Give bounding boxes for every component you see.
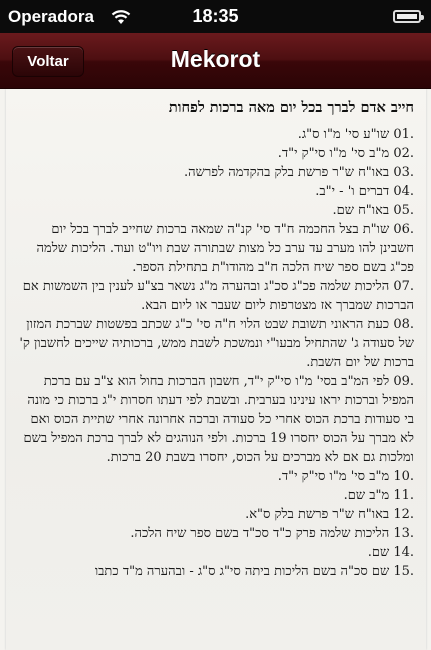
footnote-item [14,486,414,505]
back-button[interactable]: Voltar [12,46,84,77]
footnote-text: דברים ו' - י"ב. [315,184,390,199]
footnote-text: מ"ב סי' מ"ו סי"ק י"ד. [277,146,390,161]
status-bar [0,0,431,33]
footnote-text: הליכות שלמה פכ"ג סכ"ג ובהערה מ"ג נשאר בצ"ע לענין בין השמשות אם הברכות שמברך אז מצטרפות ליום שעבר או ליום הבא. [22,279,414,313]
navigation-bar [0,33,431,89]
footnote-number: 08. [393,317,414,332]
footnote-number: 15. [393,564,414,579]
footnote-item [14,125,414,144]
footnote-text: הליכות שלמה פרק כ"ד סכ"ד בשם ספר שיח הלכה. [130,526,390,541]
footnote-number: 04. [393,184,414,199]
battery-icon [393,10,421,23]
footnote-item [14,315,414,372]
footnote-text: שו"ת בצל החכמה ח"ד סי' קנ"ה שמאה ברכות שחייב לברך בכל יום חשבינן להו מערב עד ערב כל מצות שבתורה שבת ויו"ט ועוד. הליכות שלמה פכ"ג בשם ספר שיח הלכה ח"ב מהודו"ת בתחילת הספר. [36,222,414,275]
footnote-number: 06. [393,222,414,237]
page-title: Mekorot [170,46,261,72]
footnote-text: באו"ח ש"ר פרשת בלק בהקדמה לפרשה. [184,165,390,180]
footnote-list [6,117,426,581]
footnote-text: כעת הראוני תשובת שבט הלוי ח"ה סי' כ"ג שכתב בפשטות שברכת המזון של סעודה ג' שהתחיל מבעו"י ונמשכת לשבת ממש, ברכותיה שייכים לחשבון ק' ברכות של יום השבת. [19,317,414,370]
footnote-text: באו"ח שם. [332,203,390,218]
footnote-text: שו"ע סי' מ"ו ס"ג. [297,127,390,142]
footnote-item [14,144,414,163]
footnote-number: 14. [393,545,414,560]
footnote-number: 01. [393,127,414,142]
footnote-number: 05. [393,203,414,218]
footnote-text: מ"ב שם. [343,488,390,503]
footnote-number: 10. [393,469,414,484]
footnote-number: 02. [393,146,414,161]
footnote-number: 11. [393,488,414,503]
footnote-item [14,201,414,220]
carrier-name: Operadora [8,7,94,26]
footnote-item [14,467,414,486]
footnote-item [14,562,414,581]
footnote-item [14,524,414,543]
footnote-number: 03. [393,165,414,180]
footnote-item [14,505,414,524]
footnote-text: שם. [367,545,390,560]
footnote-number: 12. [393,507,414,522]
footnote-item [14,220,414,277]
footnote-text: מ"ב סי' מ"ו סי"ק י"ד. [277,469,390,484]
content-scroll-view[interactable] [0,89,431,650]
footnote-number: 09. [393,374,414,389]
footnote-item [14,163,414,182]
footnote-text: באו"ח ש"ר פרשת בלק ס"א. [245,507,390,522]
footnote-item [14,277,414,315]
document-heading: חייב אדם לברך בכל יום מאה ברכות לפחות [168,99,414,116]
footnote-text: שם סכ"ה בשם הליכות ביתה סי"ג ס"ג - ובהערה מ"ד כתבו [94,564,390,579]
footnote-item [14,372,414,467]
footnote-text: לפי המ"ב בסי' מ"ו סי"ק י"ד, חשבון הברכות בחול הוא צ"ב עם ברכת המפיל וברכות יראו עינינו בערבית. ובשבת לפי דעתו חסרות י"ג ברכות כי מונה בי סעודות ברכת הכוס אחרי כל סעודה וברכה אחרונה אחרי שתיית הכוס ואם לא מברך על הכוס יחסרו 19 ברכות. ולפי הנוהגים לא לברך ברכת המפיל בשם ומלכות גם אם לא מברכים על הכוס, יחסרו בשבת 20 ברכות. [23,374,414,465]
status-time: 18:35 [192,6,239,26]
footnote-item [14,182,414,201]
footnote-number: 07. [393,279,414,294]
footnote-item [14,543,414,562]
footnote-number: 13. [393,526,414,541]
scanned-page [6,89,426,650]
